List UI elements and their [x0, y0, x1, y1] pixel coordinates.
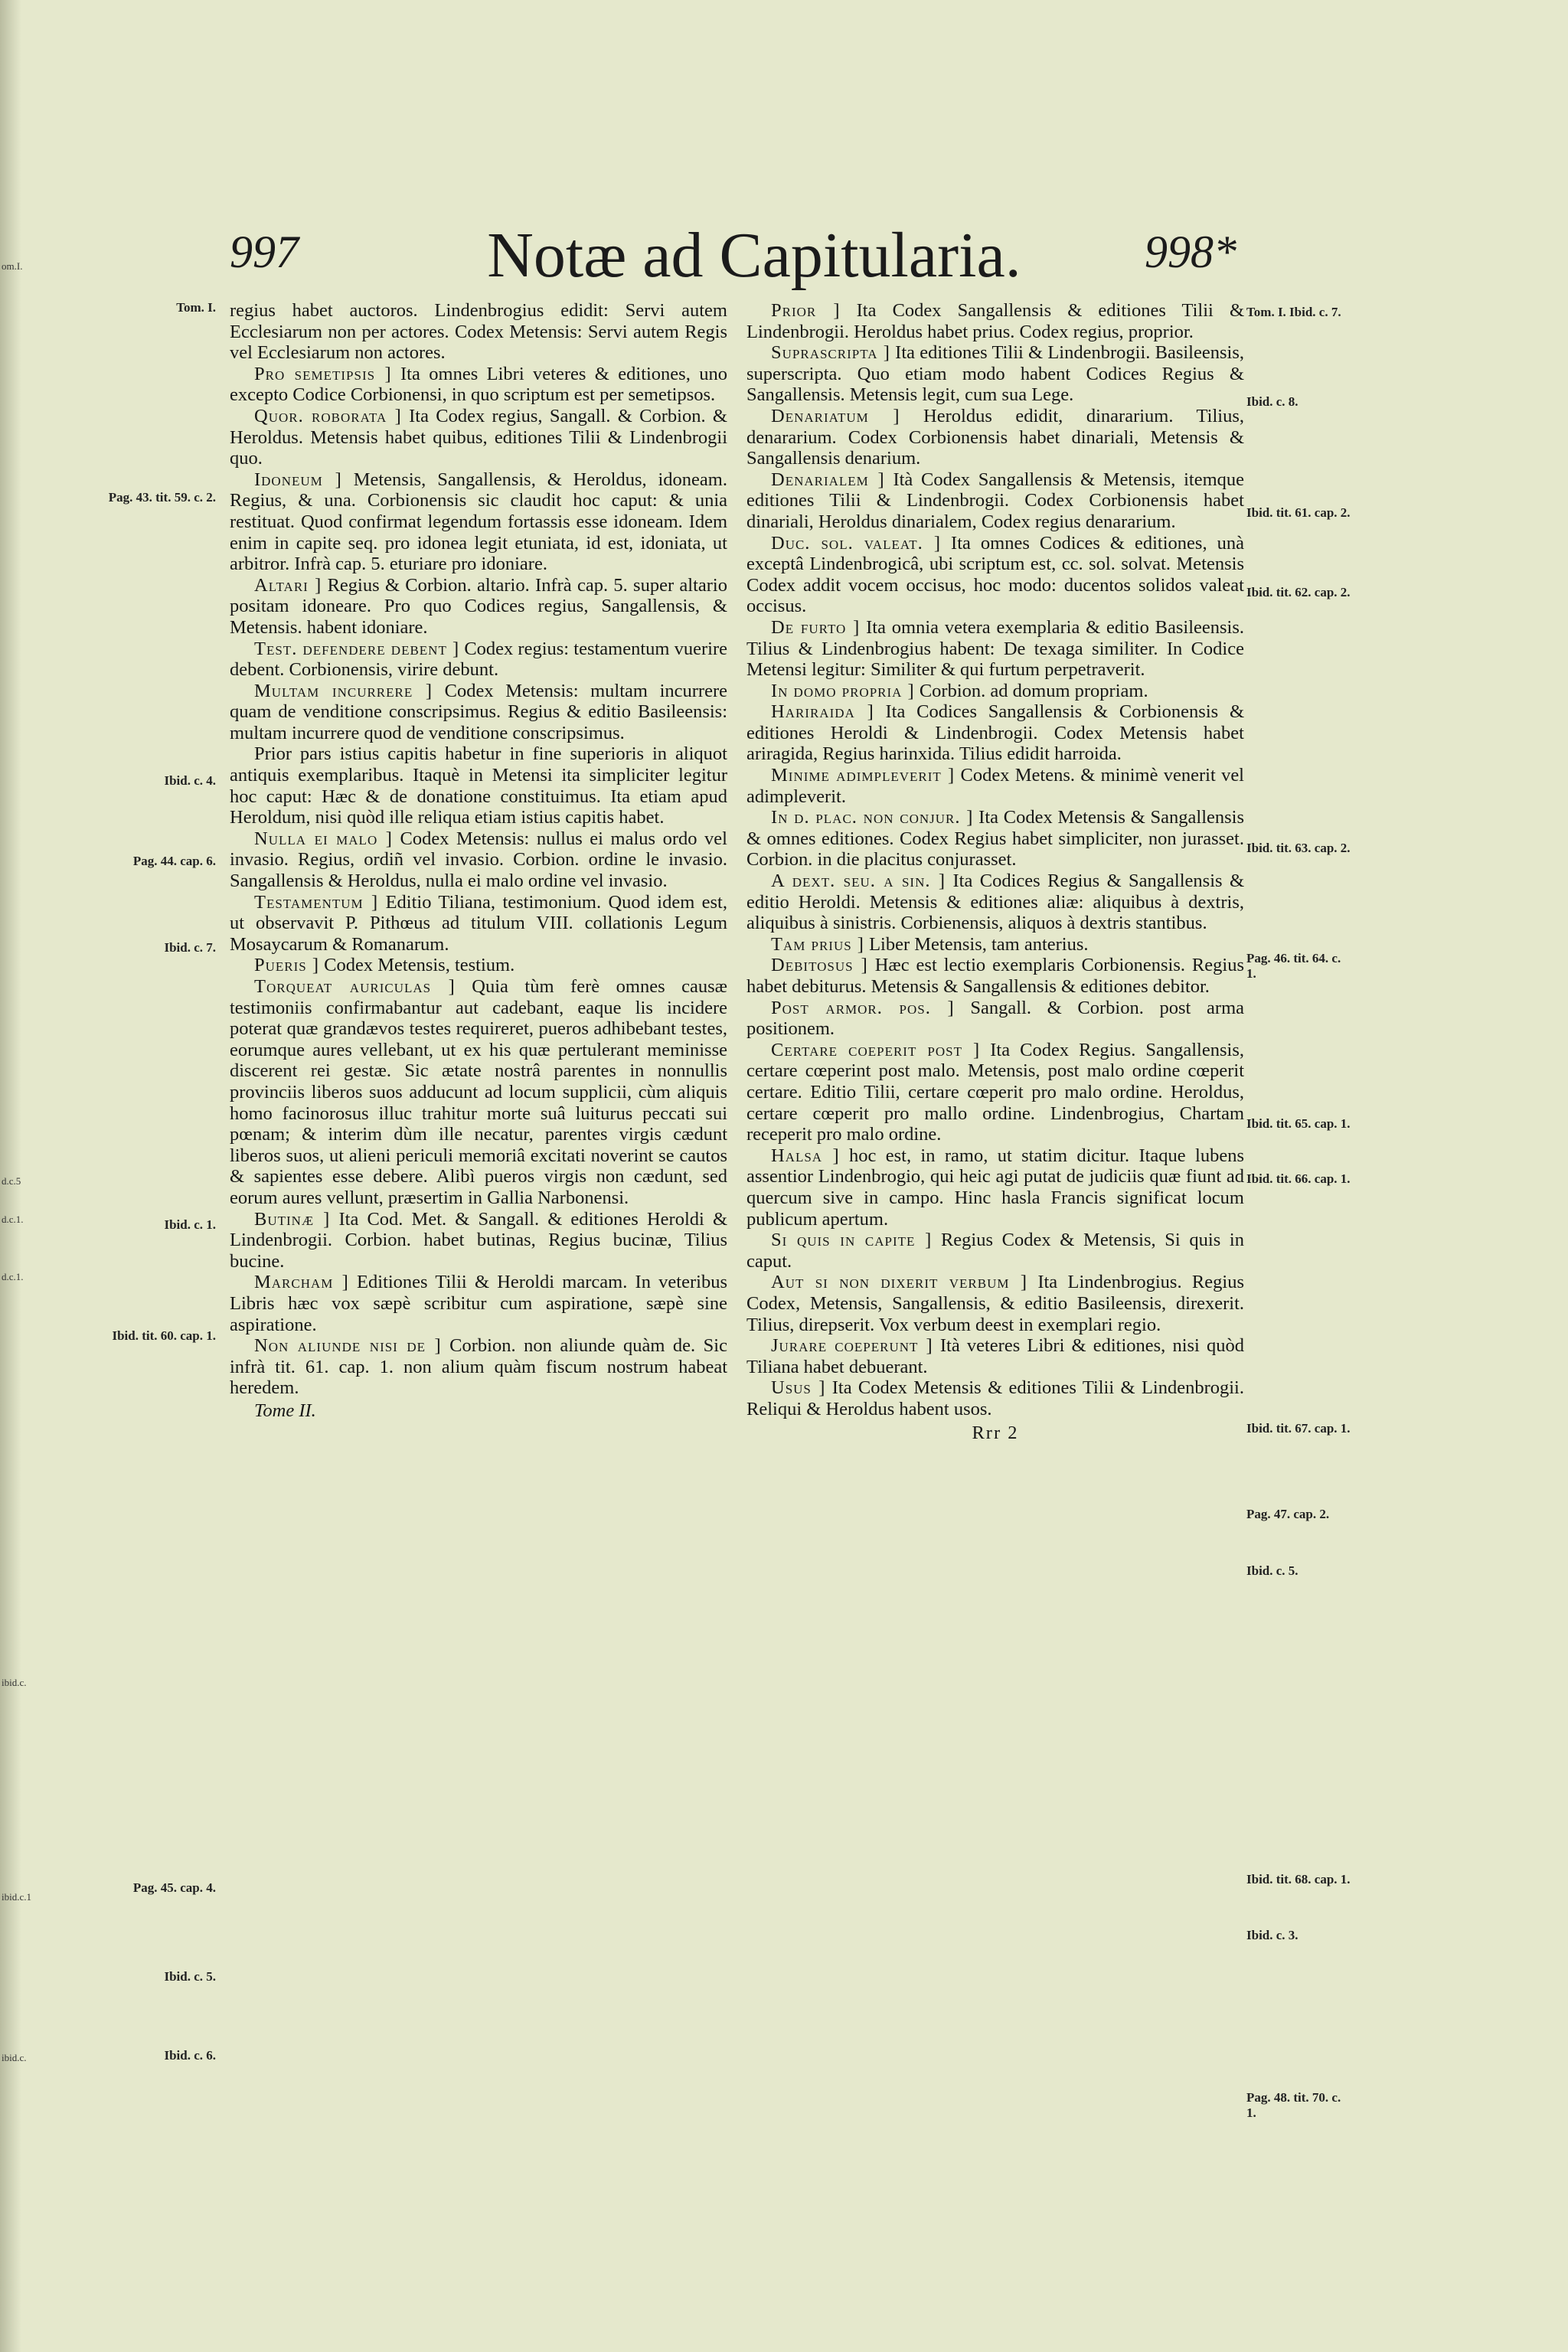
margin-note: Ibid. c. 4. — [164, 773, 216, 788]
right-column — [746, 300, 1244, 1444]
lemma: Aut si non dixerit verbum ] — [771, 1272, 1027, 1293]
lemma: Quor. roborata ] — [254, 405, 402, 426]
paragraph: Halsa ] hoc est, in ramo, ut statim dicitur. Itaque lubens assentior Lindenbrogio, qui heic agi putat de judiciis quæ fiunt ad quercum sive in campo. Hinc hasla Francis significat locum publicum apertum. — [746, 1145, 1245, 1230]
margin-note: Pag. 43. tit. 59. c. 2. — [108, 490, 216, 505]
page-number-left: 997 — [230, 227, 299, 277]
paragraph: Suprascripta ] Ita editiones Tilii & Lindenbrogii. Basileensis, superscripta. Quo etiam modo habent Codices Regius & Sangallensis. Metensis legit, cum sua Lege. — [746, 342, 1244, 406]
paragraph: Idoneum ] Metensis, Sangallensis, & Heroldus, idoneam. Regius, & una. Corbionensis sic claudit hoc caput: & unia restituat. Quod confirmat legendum fortassis esse idoneam. Idem enim in capite seq. pro idonea legit etuniata, id est, idoniata, ut arbitror. Infrà cap. 5. eturiare pro idoniare. — [230, 469, 727, 575]
paragraph: Multam incurrere ] Codex Metensis: multam incurrere quam de venditione conscripsimus. Regius & editio Basileensis: multam incurrere quod de venditione conscripsimus. — [230, 680, 727, 743]
lemma: Jurare coeperunt ] — [771, 1335, 933, 1357]
lemma: Pueris ] — [254, 955, 320, 976]
gutter-note: d.c.1. — [2, 1214, 24, 1225]
lemma: Marcham ] — [254, 1272, 349, 1293]
paragraph: De furto ] Ita omnia vetera exemplaria & editio Basileensis. Tilius & Lindenbrogius habent: De texaga similiter. In Codice Metensi legitur: Similiter & qui furtum perpetraverit. — [746, 616, 1245, 681]
paragraph: A dext. seu. a sin. ] Ita Codices Regius & Sangallensis & editio Heroldi. Metensis & editiones aliæ: aliquibus à dextris, aliquibus à sinistris. Corbienensis, aliquos à dextris stantibus. — [746, 871, 1245, 934]
paragraph: In domo propria ] Corbion. ad domum propriam. — [771, 680, 1148, 701]
lemma: De furto ] — [771, 616, 861, 638]
gutter-note: d.c.5 — [2, 1175, 21, 1187]
volume-footer: Tome II. — [254, 1400, 316, 1421]
lemma: Torqueat auriculas ] — [254, 976, 456, 997]
page-title: Notæ ad Capitularia. — [487, 220, 1021, 291]
paragraph: Post armor. pos. ] Sangall. & Corbion. post arma positionem. — [746, 997, 1244, 1040]
margin-note: Ibid. c. 3. — [1246, 1928, 1298, 1942]
lemma: Certare coeperit post ] — [771, 1039, 981, 1060]
margin-note: Tom. I. Ibid. c. 7. — [1246, 305, 1341, 319]
margin-note: Tom. I. — [176, 300, 216, 315]
margin-note: Ibid. c. 6. — [164, 2048, 216, 2063]
lemma: A dext. seu. a sin. ] — [771, 871, 946, 892]
paragraph: Quor. roborata ] Ita Codex regius, Sangall. & Corbion. & Heroldus. Metensis habet quibus, editiones Tilii & Lindenbrogii quo. — [230, 405, 727, 469]
left-column — [230, 300, 727, 1421]
lemma: Idoneum ] — [254, 469, 342, 490]
lemma: Altari ] — [254, 574, 322, 596]
lemma: In domo propria ] — [771, 680, 915, 701]
paragraph: Jurare coeperunt ] Ità veteres Libri & editiones, nisi quòd Tiliana habet debuerant. — [746, 1335, 1245, 1377]
gutter-note: d.c.1. — [2, 1271, 24, 1282]
lemma: Test. defendere debent ] — [254, 638, 460, 659]
lemma: Pro semetipsis ] — [254, 363, 392, 384]
paragraph: Debitosus ] Hæc est lectio exemplaris Corbionensis. Regius habet debiturus. Metensis & Sangallensis & editiones debitor. — [746, 955, 1244, 997]
page-gutter — [0, 0, 31, 2352]
lemma: Prior ] — [771, 300, 841, 321]
paragraph: Test. defendere debent ] Codex regius: testamentum vuerire debent. Corbionensis, virire debunt. — [230, 638, 727, 681]
lemma: Denarialem ] — [771, 469, 885, 490]
paragraph: Torqueat auriculas ] Quia tùm ferè omnes causæ testimoniis confirmabantur aut cadebant, eaque lis incidere poterat quæ grandævos testes requireret, pueros adhibebant testes, eorumque aures vellebant, ut ex his quæ pertulerant meminisse discerent rei gestæ. Sic ætate nostrâ parentes in nonnullis provinciis liberos suos adducunt ad locum supplicii, cùm aliquis homo facinorosus illuc trahitur morte suâ luiturus peccati sui pœnam; & interim dùm ille necatur, parentes virgis cædunt liberos suos, ut alieni periculi memoriâ excitati noverint se cautos & sapientes esse debere. Alibì pueros virgis non cædunt, sed eorum aures vellunt, præsertim in Gallia Narbonensi. — [230, 976, 727, 1208]
margin-note: Ibid. c. 1. — [164, 1217, 216, 1232]
paragraph: Aut si non dixerit verbum ] Ita Lindenbrogius. Regius Codex, Metensis, Sangallensis, & editio Basileensis, direxerit. Tilius, direpserit. Vox verbum deest in exemplari regio. — [746, 1272, 1244, 1335]
paragraph: Marcham ] Editiones Tilii & Heroldi marcam. In veteribus Libris hæc vox sæpè scribitur cum aspiratione, sæpè sine aspiratione. — [230, 1272, 727, 1335]
gutter-note: ibid.c. — [2, 2052, 27, 2063]
lemma: Nulla ei malo ] — [254, 828, 393, 849]
paragraph: Pro semetipsis ] Ita omnes Libri veteres & editiones, uno excepto Codice Corbionensi, in quo scriptum est per semetipsos. — [230, 363, 727, 406]
margin-note: Ibid. tit. 67. cap. 1. — [1246, 1421, 1351, 1436]
lemma: Minime adimpleverit ] — [771, 765, 956, 786]
paragraph: Testamentum ] Editio Tiliana, testimonium. Quod idem est, ut observavit P. Pithœus ad titulum VIII. collationis Legum Mosaycarum & Romanarum. — [230, 891, 727, 955]
paragraph: Pueris ] Codex Metensis, testium. — [254, 955, 515, 976]
paragraph: In d. plac. non conjur. ] Ita Codex Metensis & Sangallensis & omnes editiones. Codex Regius habet simpliciter, non jurasset. Corbion. in die placitus conjurasset. — [746, 807, 1244, 871]
margin-note: Ibid. tit. 60. cap. 1. — [112, 1328, 216, 1343]
margin-note: Pag. 48. tit. 70. c. 1. — [1246, 2090, 1341, 2120]
paragraph: Certare coeperit post ] Ita Codex Regius. Sangallensis, certare cœperint post malo. Metensis, post malo ordine cœperit certare. Editio Tilii, certare cœperit pro malo ordine. Heroldus, certare cœperit pro mallo ordine. Lindenbrogius, Chartam receperit pro malo ordine. — [746, 1039, 1244, 1145]
paragraph: Minime adimpleverit ] Codex Metens. & minimè venerit vel adimpleverit. — [746, 765, 1244, 807]
lemma: Post armor. pos. ] — [771, 997, 955, 1018]
page-number-right: 998* — [1145, 227, 1236, 277]
paragraph: Prior ] Ita Codex Sangallensis & editiones Tilii & Lindenbrogii. Heroldus habet prius. Codex regius, proprior. — [746, 300, 1245, 342]
margin-note: Pag. 47. cap. 2. — [1246, 1507, 1330, 1521]
lemma: In d. plac. non conjur. ] — [771, 807, 974, 828]
paragraph: Denarialem ] Ità Codex Sangallensis & Metensis, itemque editiones Tilii & Lindenbrogii. Codex Corbionensis habet dinariali, Heroldus dinarialem, Codex regius denararium. — [746, 469, 1244, 532]
running-header — [0, 218, 1568, 295]
paragraph: regius habet auctoros. Lindenbrogius edidit: Servi autem Ecclesiarum non per actores. Codex Metensis: Servi autem Regis vel Ecclesiarum non actores. — [230, 300, 727, 364]
margin-note: Ibid. tit. 63. cap. 2. — [1246, 841, 1351, 855]
lemma: Denariatum ] — [771, 405, 900, 426]
lemma: Halsa ] — [771, 1145, 840, 1166]
lemma: Duc. sol. valeat. ] — [771, 532, 941, 554]
margin-note: Pag. 46. tit. 64. c. 1. — [1246, 951, 1341, 981]
gutter-note: ibid.c.1 — [2, 1891, 31, 1903]
margin-note: Ibid. tit. 65. cap. 1. — [1246, 1116, 1351, 1131]
lemma: Tam prius ] — [771, 933, 864, 955]
signature-mark: Rrr 2 — [972, 1423, 1019, 1444]
margin-note: Ibid. tit. 61. cap. 2. — [1246, 505, 1351, 520]
margin-note: Ibid. c. 5. — [164, 1969, 216, 1984]
paragraph: Duc. sol. valeat. ] Ita omnes Codices & editiones, unà exceptâ Lindenbrogicâ, ubi scriptum est, cc. sol. solvat. Metensis Codex addit vocem occisus, hoc modo: ducentos solidos valeat occisus. — [746, 532, 1244, 617]
lemma: Butinæ ] — [254, 1208, 331, 1230]
paragraph: Denariatum ] Heroldus edidit, dinararium. Tilius, denararium. Codex Corbionensis habet dinariali, Metensis & Sangallensis denarium. — [746, 405, 1244, 469]
lemma: Debitosus ] — [771, 955, 868, 976]
paragraph: Si quis in capite ] Regius Codex & Metensis, Si quis in caput. — [746, 1230, 1244, 1272]
margin-note: Ibid. tit. 62. cap. 2. — [1246, 585, 1351, 599]
lemma: Multam incurrere ] — [254, 680, 433, 701]
gutter-note: om.I. — [2, 260, 23, 272]
margin-note: Ibid. tit. 66. cap. 1. — [1246, 1171, 1351, 1186]
paragraph: Usus ] Ita Codex Metensis & editiones Tilii & Lindenbrogii. Reliqui & Heroldus habent usos. — [746, 1377, 1244, 1419]
margin-note: Ibid. c. 8. — [1246, 394, 1298, 409]
paragraph: Non aliunde nisi de ] Corbion. non aliunde quàm de. Sic infrà tit. 61. cap. 1. non alium quàm fiscum nostrum habeat heredem. — [230, 1335, 727, 1399]
lemma: Si quis in capite ] — [771, 1230, 933, 1251]
paragraph: Hariraida ] Ita Codices Sangallensis & Corbionensis & editiones Heroldi & Lindenbrogii. Codex Metensis habet ariragida, Regius harinxida. Tilius edidit harroida. — [746, 701, 1244, 765]
margin-note: Ibid. c. 7. — [164, 940, 216, 955]
gutter-note: ibid.c. — [2, 1677, 27, 1688]
paragraph: Prior pars istius capitis habetur in fine superioris in aliquot antiquis exemplaribus. Itaquè in Metensi ita simpliciter legitur hoc caput: Hæc & de donatione constituimus. Ita etiam apud Heroldum, nisi quòd ille reliqua etiam istius capitis habet. — [230, 743, 727, 828]
paragraph: Tam prius ] Liber Metensis, tam anterius. — [771, 933, 1089, 955]
lemma: Hariraida ] — [771, 701, 874, 723]
lemma: Usus ] — [771, 1377, 826, 1399]
margin-note: Pag. 44. cap. 6. — [132, 854, 216, 868]
paragraph: Butinæ ] Ita Cod. Met. & Sangall. & editiones Heroldi & Lindenbrogii. Corbion. habet butinas, Regius bucinæ, Tilius bucine. — [230, 1208, 728, 1272]
lemma: Suprascripta ] — [771, 342, 890, 364]
margin-note: Pag. 45. cap. 4. — [132, 1880, 216, 1895]
paragraph: Altari ] Regius & Corbion. altario. Infrà cap. 5. super altario positam idoneare. Pro quo Codices regius, Sangallensis, & Metensis. habent idoniare. — [230, 574, 727, 638]
paragraph: Nulla ei malo ] Codex Metensis: nullus ei malus ordo vel invasio. Regius, ordiñ vel invasio. Corbion. ordine le invasio. Sangallensis & Heroldus, nulla ei malo ordine vel invasio. — [230, 828, 727, 892]
lemma: Testamentum ] — [254, 891, 379, 913]
lemma: Non aliunde nisi de ] — [254, 1335, 442, 1357]
margin-note: Ibid. c. 5. — [1246, 1563, 1298, 1578]
margin-note: Ibid. tit. 68. cap. 1. — [1246, 1872, 1351, 1886]
